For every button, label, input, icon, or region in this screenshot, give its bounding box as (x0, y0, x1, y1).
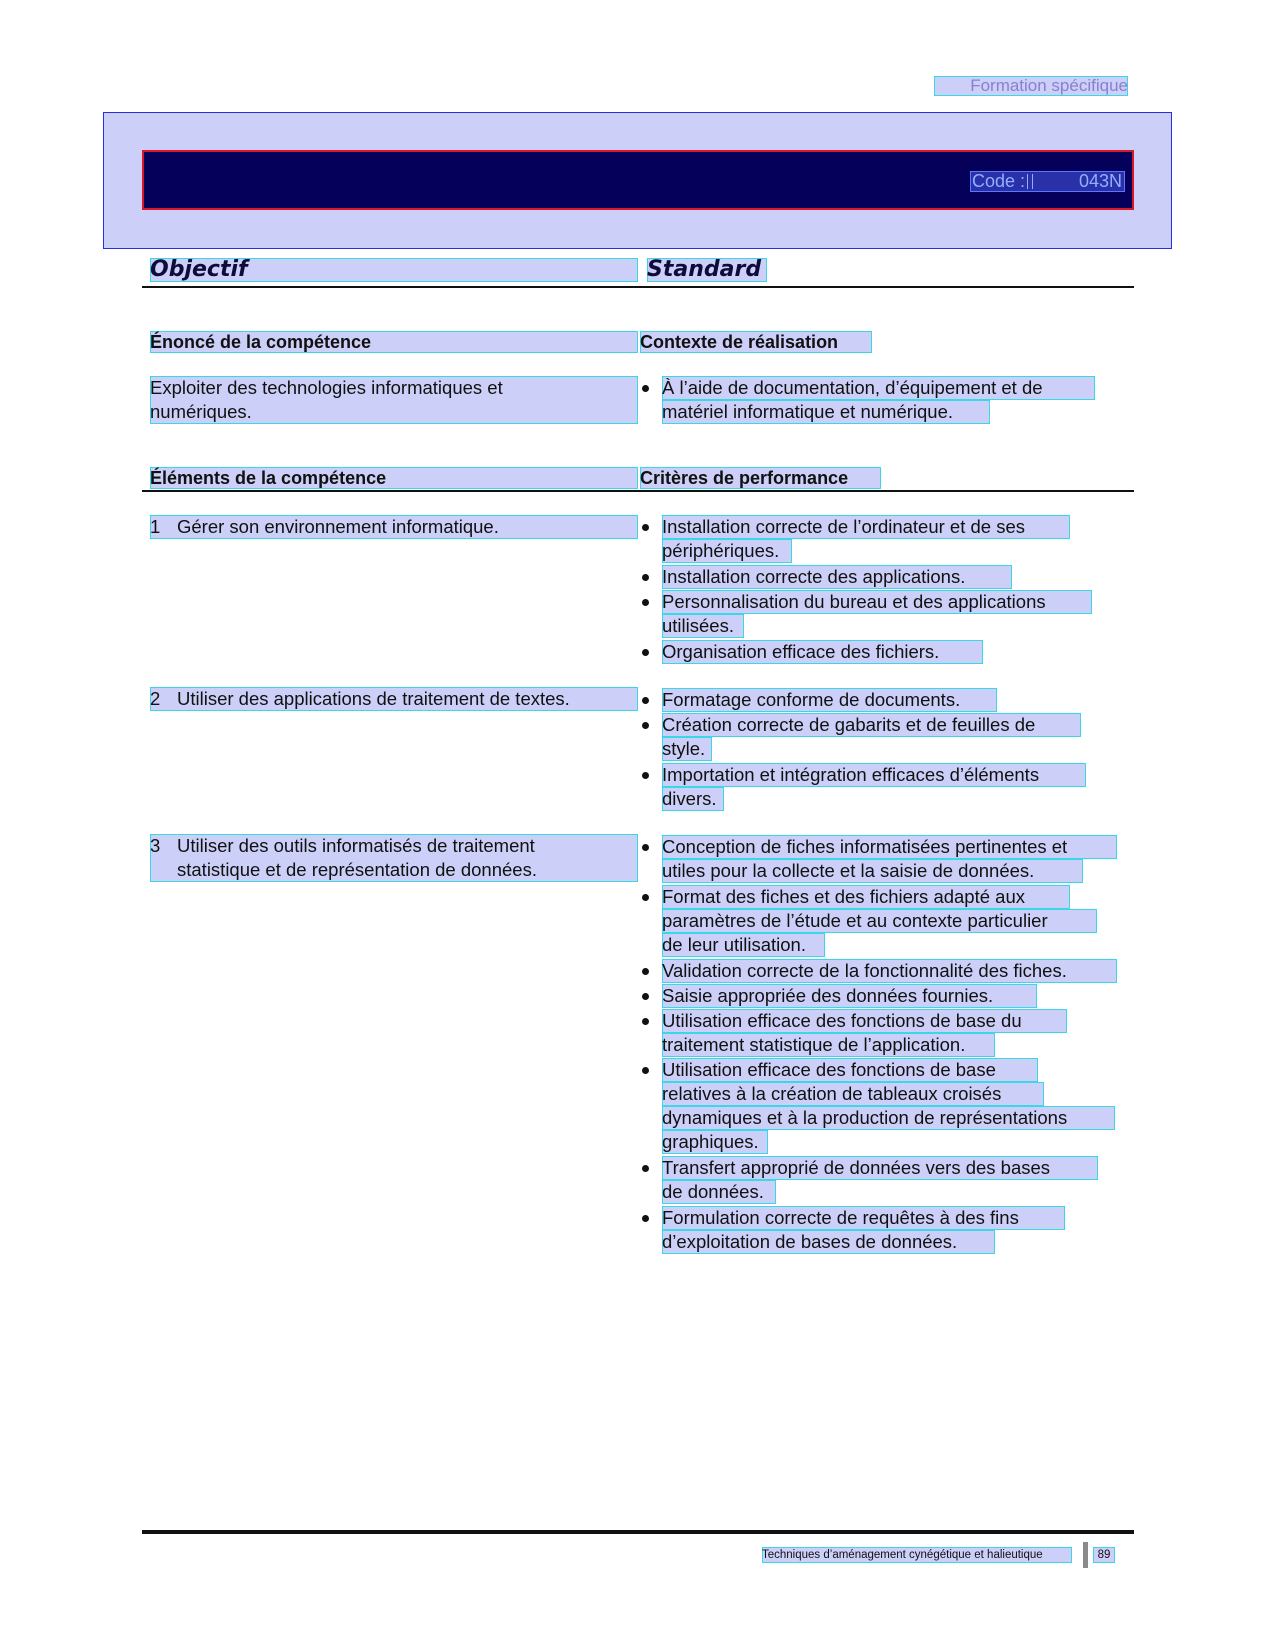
bullet-icon (642, 1215, 649, 1222)
criteria-line: Validation correcte de la fonctionnalité des fiches. (662, 959, 1117, 983)
bullet-icon (642, 599, 649, 606)
criteria-line: Installation correcte de l’ordinateur et de ses (662, 515, 1070, 539)
criteria-line: dynamiques et à la production de représentations (662, 1106, 1115, 1130)
criteria-line: Organisation efficace des fichiers. (662, 640, 983, 664)
element-text: Utiliser des applications de traitement de textes. (177, 688, 570, 709)
competence-statement (150, 376, 638, 424)
section-divider (142, 490, 1134, 492)
element-text: Gérer son environnement informatique. (177, 516, 499, 537)
bullet-icon (642, 649, 649, 656)
page-number: 89 (1093, 1547, 1115, 1563)
element-number: 1 (150, 516, 161, 537)
criteria-line: traitement statistique de l’application. (662, 1033, 995, 1057)
criteria-heading: Critères de performance (640, 467, 881, 489)
bullet-icon (642, 574, 649, 581)
program-header: Formation spécifique (934, 76, 1128, 96)
bullet-icon (642, 385, 649, 392)
criteria-line: utiles pour la collecte et la saisie de données. (662, 859, 1083, 883)
standard-title: Standard (647, 258, 767, 282)
competence-statement-line: numériques. (150, 401, 252, 422)
criteria-line: périphériques. (662, 539, 792, 563)
element-text: Utiliser des outils informatisés de traitement (177, 835, 535, 856)
criteria-line: style. (662, 737, 712, 761)
criteria-list-1 (640, 515, 1110, 665)
bullet-icon (642, 524, 649, 531)
criteria-list-2 (640, 688, 1110, 813)
competence-statement-line: Exploiter des technologies informatiques et (150, 377, 503, 398)
bullet-icon (642, 993, 649, 1000)
criteria-line: Utilisation efficace des fonctions de base (662, 1058, 1038, 1082)
criteria-line: Importation et intégration efficaces d’éléments (662, 763, 1086, 787)
criteria-line: Installation correcte des applications. (662, 565, 1012, 589)
criteria-line: Formulation correcte de requêtes à des fins (662, 1206, 1065, 1230)
bullet-icon (642, 772, 649, 779)
criteria-line: de données. (662, 1180, 776, 1204)
code-separator-icon (1027, 174, 1033, 189)
element-1 (150, 515, 638, 539)
criteria-line: Saisie appropriée des données fournies. (662, 984, 1037, 1008)
competence-heading: Énoncé de la compétence (150, 331, 638, 353)
bullet-icon (642, 968, 649, 975)
criteria-line: Format des fiches et des fichiers adapté aux (662, 885, 1070, 909)
bullet-icon (642, 1165, 649, 1172)
footer-separator (1083, 1542, 1088, 1568)
criteria-line: utilisées. (662, 614, 744, 638)
criteria-list-3 (640, 835, 1120, 1252)
context-line: matériel informatique et numérique. (662, 400, 990, 424)
bullet-icon (642, 1067, 649, 1074)
criteria-line: de leur utilisation. (662, 933, 825, 957)
element-3 (150, 834, 638, 882)
criteria-line: Utilisation efficace des fonctions de base du (662, 1009, 1067, 1033)
element-number: 2 (150, 688, 161, 709)
criteria-line: graphiques. (662, 1130, 768, 1154)
criteria-line: Conception de fiches informatisées pertinentes et (662, 835, 1117, 859)
code-value: 043N (1078, 171, 1122, 191)
criteria-line: Formatage conforme de documents. (662, 688, 997, 712)
title-divider (142, 286, 1134, 288)
context-line: À l’aide de documentation, d’équipement et de (662, 376, 1095, 400)
competence-code (970, 171, 1125, 192)
criteria-line: Création correcte de gabarits et de feuilles de (662, 713, 1081, 737)
bullet-icon (642, 844, 649, 851)
criteria-line: Transfert approprié de données vers des bases (662, 1156, 1098, 1180)
context-heading: Contexte de réalisation (640, 331, 872, 353)
elements-heading: Éléments de la compétence (150, 467, 638, 489)
objective-title: Objectif (150, 258, 638, 282)
code-label: Code : (972, 171, 1026, 191)
criteria-line: d’exploitation de bases de données. (662, 1230, 995, 1254)
criteria-line: relatives à la création de tableaux croisés (662, 1082, 1044, 1106)
bullet-icon (642, 697, 649, 704)
bullet-icon (642, 722, 649, 729)
footer-divider (142, 1530, 1134, 1534)
criteria-line: Personnalisation du bureau et des applications (662, 590, 1092, 614)
element-text: statistique et de représentation de données. (177, 859, 537, 880)
criteria-line: divers. (662, 787, 724, 811)
bullet-icon (642, 1018, 649, 1025)
criteria-line: paramètres de l’étude et au contexte particulier (662, 909, 1097, 933)
element-2 (150, 687, 638, 711)
element-number: 3 (150, 835, 161, 856)
context-list (640, 376, 1095, 424)
bullet-icon (642, 894, 649, 901)
footer-program-name: Techniques d’aménagement cynégétique et halieutique (762, 1547, 1072, 1563)
